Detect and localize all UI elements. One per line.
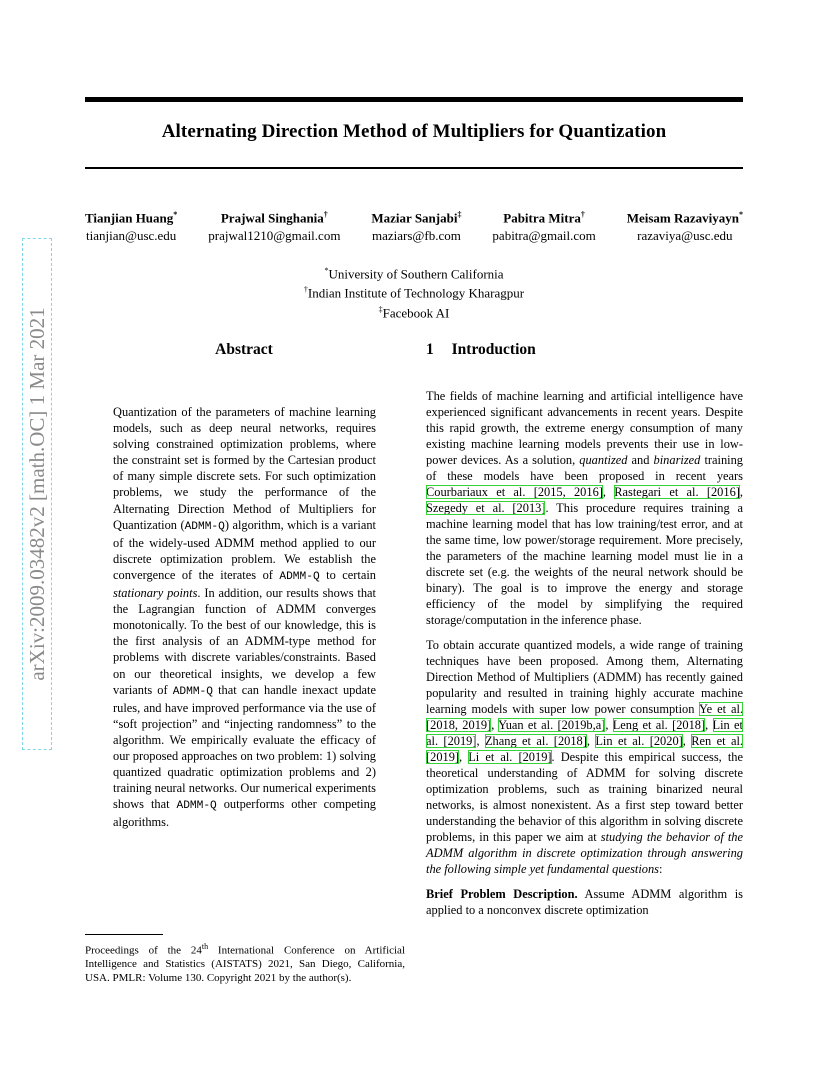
paper-title: Alternating Direction Method of Multipliers for Quantization <box>161 121 667 142</box>
author <box>208 210 340 244</box>
section-heading <box>426 341 536 359</box>
author <box>85 210 177 244</box>
citation-link[interactable]: Yuan et al. [2019b,a] <box>498 718 606 732</box>
citation-link[interactable]: Leng et al. [2018] <box>612 718 706 732</box>
affiliations <box>85 263 743 321</box>
paragraph: Brief Problem Description. Assume ADMM algorithm is applied to a nonconvex discrete optimization <box>426 887 743 917</box>
citation-link[interactable]: Courbariaux et al. [2015, 2016] <box>426 485 603 499</box>
author-email: prajwal1210@gmail.com <box>208 228 341 244</box>
abstract-heading: Abstract <box>215 341 273 358</box>
author-name: Pabitra Mitra† <box>503 210 585 226</box>
paragraph-runin-heading: Brief Problem Description. <box>426 887 578 901</box>
citation-link[interactable]: Lin et al. [2020] <box>595 734 683 748</box>
proceedings-footnote: Proceedings of the 24th International Conference on Artificial Intelligence and Statistics (AISTATS) 2021, San Diego, California, USA. PMLR: Volume 130. Copyright 2021 by the author(s). <box>85 942 405 984</box>
author-name: Maziar Sanjabi‡ <box>371 210 462 226</box>
author-list <box>85 210 743 244</box>
citation-link[interactable]: Szegedy et al. [2013] <box>426 501 546 515</box>
paragraph: To obtain accurate quantized models, a wide range of training techniques have been proposed. Among them, Alternating Direction Method of Multipliers (ADMM) has recently gained popularity and resulted in training highly accurate machine learning models with super low power consumption Ye et al. [2018, 2019], Yuan et al. [2019b,a], Leng et al. [2018], Lin et al. [2019], Zhang et al. [2018], Lin et al. [2020], Ren et al. [2019], Li et al. [2019]. Despite this empirical success, the theoretical understanding of ADMM for solving discrete optimization problems, such as training binarized neural networks, is almost nonexistent. As a first step toward better understanding the behavior of this algorithm in solving discrete problems, in this paper we aim at studying the behavior of the ADMM algorithm in discrete optimization through answering the following simple yet fundamental questions: <box>426 638 744 876</box>
citation-link[interactable]: Li et al. [2019] <box>468 750 552 764</box>
abstract-body: Quantization of the parameters of machine learning models, such as deep neural networks, requires solving constrained optimization problems, where the constraint set is formed by the Cartesian product of many simple discrete sets. For such optimization problems, we study the performance of the Alternating Direction Method of Multipliers for Quantization (ADMM-Q) algorithm, which is a variant of the widely-used ADMM method applied to our discrete optimization problem. We establish the convergence of the iterates of ADMM-Q to certain stationary points. In addition, our results shows that the Lagrangian function of ADMM converges monotonically. To the best of our knowledge, this is the first analysis of an ADMM-type method for problems with discrete variables/constraints. Based on our theoretical insights, we develop a few variants of ADMM-Q that can handle inexact update rules, and have improved performance via the use of “soft projection” and “injecting randomness” to the algorithm. We empirically evaluate the efficacy of our proposed approaches on two problem: 1) solving quantized quadratic optimization problems and 2) training neural networks. Our numerical experiments shows that ADMM-Q outperforms other competing algorithms. <box>113 405 376 830</box>
citation-link[interactable]: Zhang et al. [2018] <box>484 734 587 748</box>
author-name: Meisam Razaviyayn* <box>626 210 743 226</box>
citation-link[interactable]: Ye et al. [2018, 2019] <box>426 702 744 732</box>
author-email: tianjian@usc.edu <box>85 228 177 244</box>
section-title: Introduction <box>451 341 536 358</box>
affiliation: *University of Southern California <box>324 266 504 282</box>
author-name: Prajwal Singhania† <box>220 210 328 226</box>
citation-link[interactable]: Lin et al. [2019] <box>426 718 743 748</box>
introduction-body <box>426 388 743 927</box>
author-email: maziars@fb.com <box>372 228 461 244</box>
author <box>492 210 595 244</box>
title-rule <box>85 167 743 169</box>
affiliation: ‡Facebook AI <box>378 304 450 320</box>
author <box>371 210 461 244</box>
affiliation: †Indian Institute of Technology Kharagpur <box>303 285 525 301</box>
author-name: Tianjian Huang* <box>85 210 178 226</box>
author-email: pabitra@gmail.com <box>492 228 596 244</box>
paragraph: The fields of machine learning and artificial intelligence have experienced significant advancements in recent years. Despite this rapid growth, the extreme energy consumption of many existing machine learning models prevents their use in low-power devices. As a solution, quantized and binarized training of these models have been proposed in recent years Courbariaux et al. [2015, 2016], Rastegari et al. [2016], Szegedy et al. [2013]. This procedure requires training a machine learning model that has low training/test error, and at the same time, low power/storage requirement. More precisely, the parameters of the machine learning model must lie in a discrete set (e.g. the weights of the neural network should be binary). The goal is to improve the energy and storage efficiency of the model by simplifying the required storage/computation in the inference phase. <box>426 389 743 627</box>
author-email: razaviya@usc.edu <box>637 228 733 244</box>
author <box>627 210 743 244</box>
section-number: 1 <box>426 341 434 358</box>
arxiv-identifier[interactable]: arXiv:2009.03482v2 [math.OC] 1 Mar 2021 <box>22 238 52 750</box>
citation-link[interactable]: Rastegari et al. [2016] <box>614 485 740 499</box>
arxiv-sidebar <box>22 238 52 750</box>
top-rule <box>85 97 743 102</box>
footnote-rule <box>85 934 163 935</box>
citation-link[interactable]: Ren et al. [2019] <box>426 734 744 764</box>
